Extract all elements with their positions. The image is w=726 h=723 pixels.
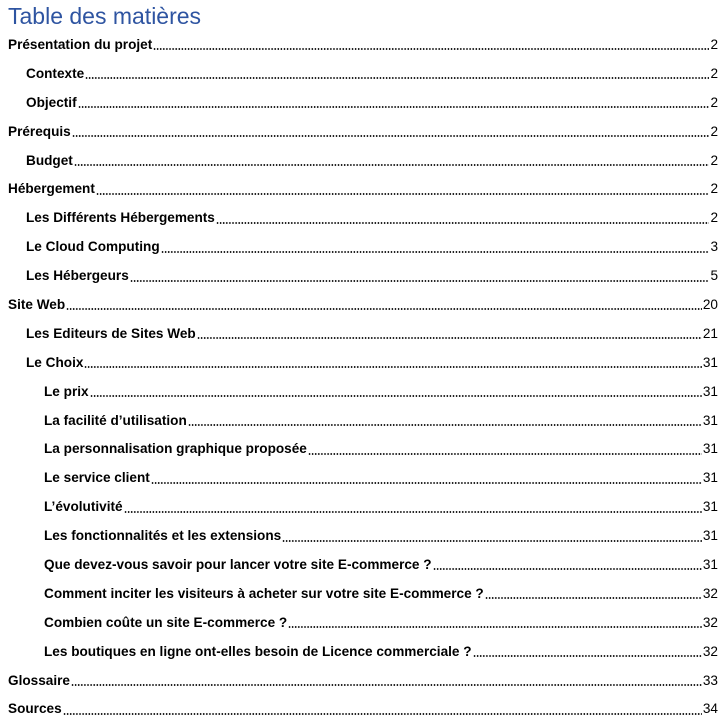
- toc-entry[interactable]: [0, 463, 726, 492]
- toc-entry-label: Que devez-vous savoir pour lancer votre site E-commerce ?: [44, 556, 432, 572]
- toc-entry[interactable]: [0, 232, 726, 261]
- toc-entry[interactable]: [0, 348, 726, 377]
- toc-dot-leader: [71, 684, 702, 686]
- toc-entry-page: 31: [702, 412, 718, 428]
- toc-dot-leader: [151, 482, 702, 484]
- toc-entry-page: 31: [702, 499, 718, 515]
- toc-entry-page: 3: [710, 239, 718, 255]
- toc-entry-label: Glossaire: [8, 672, 70, 688]
- toc-entry[interactable]: [0, 434, 726, 463]
- toc-entry-page: 32: [702, 643, 718, 659]
- toc-entry-label: Les fonctionnalités et les extensions: [44, 528, 282, 544]
- toc-entry[interactable]: [0, 319, 726, 348]
- toc-dot-leader: [161, 251, 710, 253]
- toc-entry-page: 31: [702, 528, 718, 544]
- toc-entry-label: Présentation du projet: [8, 36, 153, 52]
- toc-entry[interactable]: [0, 550, 726, 579]
- toc-entry-label: Site Web: [8, 296, 66, 312]
- toc-entry[interactable]: [0, 203, 726, 232]
- toc-dot-leader: [433, 568, 702, 570]
- toc-entry-label: Les boutiques en ligne ont-elles besoin de Licence commerciale ?: [44, 643, 472, 659]
- toc-entry-label: Hébergement: [8, 181, 95, 197]
- toc-dot-leader: [84, 366, 701, 368]
- toc-entry[interactable]: [0, 146, 726, 175]
- toc-dot-leader: [72, 135, 710, 137]
- toc-dot-leader: [90, 395, 702, 397]
- toc-entry[interactable]: [0, 637, 726, 666]
- toc-entry[interactable]: [0, 492, 726, 521]
- toc-entry-label: Contexte: [26, 65, 85, 81]
- toc-entry[interactable]: [0, 88, 726, 117]
- toc-entry-page: 31: [702, 470, 718, 486]
- toc-entry-label: La facilité d’utilisation: [44, 412, 187, 428]
- toc-title: Table des matières: [8, 3, 202, 29]
- toc-entry-page: 31: [702, 556, 718, 572]
- toc-entry-page: 2: [710, 65, 718, 81]
- toc-entry-page: 32: [702, 614, 718, 630]
- toc-entry-page: 31: [702, 441, 718, 457]
- toc-entry-page: 31: [702, 354, 718, 370]
- toc-entry-label: Les Différents Hébergements: [26, 210, 215, 226]
- toc-entry-page: 32: [702, 585, 718, 601]
- toc-entry-page: 2: [710, 181, 718, 197]
- toc-entry[interactable]: [0, 59, 726, 88]
- toc-list: [0, 30, 726, 723]
- toc-entry-label: La personnalisation graphique proposée: [44, 441, 307, 457]
- toc-entry[interactable]: [0, 406, 726, 435]
- toc-dot-leader: [74, 164, 710, 166]
- toc-entry-page: 33: [702, 672, 718, 688]
- toc-entry[interactable]: [0, 117, 726, 146]
- toc-dot-leader: [188, 424, 702, 426]
- toc-dot-leader: [288, 626, 702, 628]
- toc-dot-leader: [63, 713, 702, 715]
- toc-entry-label: Combien coûte un site E-commerce ?: [44, 614, 288, 630]
- toc-entry-page: 2: [710, 210, 718, 226]
- toc-entry-label: Objectif: [26, 94, 77, 110]
- toc-entry[interactable]: [0, 608, 726, 637]
- toc-entry-page: 5: [710, 268, 718, 284]
- toc-dot-leader: [130, 280, 710, 282]
- toc-entry[interactable]: [0, 377, 726, 406]
- toc-entry-page: 34: [702, 701, 718, 717]
- toc-entry[interactable]: [0, 694, 726, 723]
- toc-entry-page: 2: [710, 123, 718, 139]
- toc-entry-page: 20: [702, 296, 718, 312]
- toc-dot-leader: [197, 337, 702, 339]
- toc-dot-leader: [282, 540, 702, 542]
- toc-entry-label: Sources: [8, 701, 62, 717]
- toc-entry[interactable]: [0, 666, 726, 695]
- toc-entry-label: Prérequis: [8, 123, 71, 139]
- toc-entry[interactable]: [0, 579, 726, 608]
- toc-dot-leader: [153, 48, 709, 50]
- toc-dot-leader: [308, 453, 702, 455]
- toc-entry-label: Comment inciter les visiteurs à acheter sur votre site E-commerce ?: [44, 585, 484, 601]
- toc-dot-leader: [473, 655, 702, 657]
- toc-entry[interactable]: [0, 261, 726, 290]
- toc-dot-leader: [78, 106, 710, 108]
- toc-dot-leader: [216, 222, 710, 224]
- toc-dot-leader: [124, 511, 702, 513]
- toc-entry[interactable]: [0, 521, 726, 550]
- toc-entry-page: 2: [710, 36, 718, 52]
- toc-dot-leader: [96, 193, 710, 195]
- toc-entry-label: Le Choix: [26, 354, 84, 370]
- toc-entry-page: 31: [702, 383, 718, 399]
- toc-entry-page: 2: [710, 152, 718, 168]
- toc-entry-label: Le service client: [44, 470, 150, 486]
- toc-entry[interactable]: [0, 174, 726, 203]
- toc-entry-label: Le prix: [44, 383, 89, 399]
- toc-dot-leader: [485, 597, 702, 599]
- toc-entry[interactable]: [0, 30, 726, 59]
- toc-entry-page: 21: [702, 325, 718, 341]
- toc-entry-label: Les Editeurs de Sites Web: [26, 325, 196, 341]
- toc-entry-label: Le Cloud Computing: [26, 239, 160, 255]
- toc-entry-page: 2: [710, 94, 718, 110]
- toc-entry[interactable]: [0, 290, 726, 319]
- toc-dot-leader: [85, 77, 709, 79]
- toc-entry-label: Les Hébergeurs: [26, 268, 129, 284]
- toc-dot-leader: [66, 308, 702, 310]
- toc-entry-label: Budget: [26, 152, 73, 168]
- toc-entry-label: L’évolutivité: [44, 499, 123, 515]
